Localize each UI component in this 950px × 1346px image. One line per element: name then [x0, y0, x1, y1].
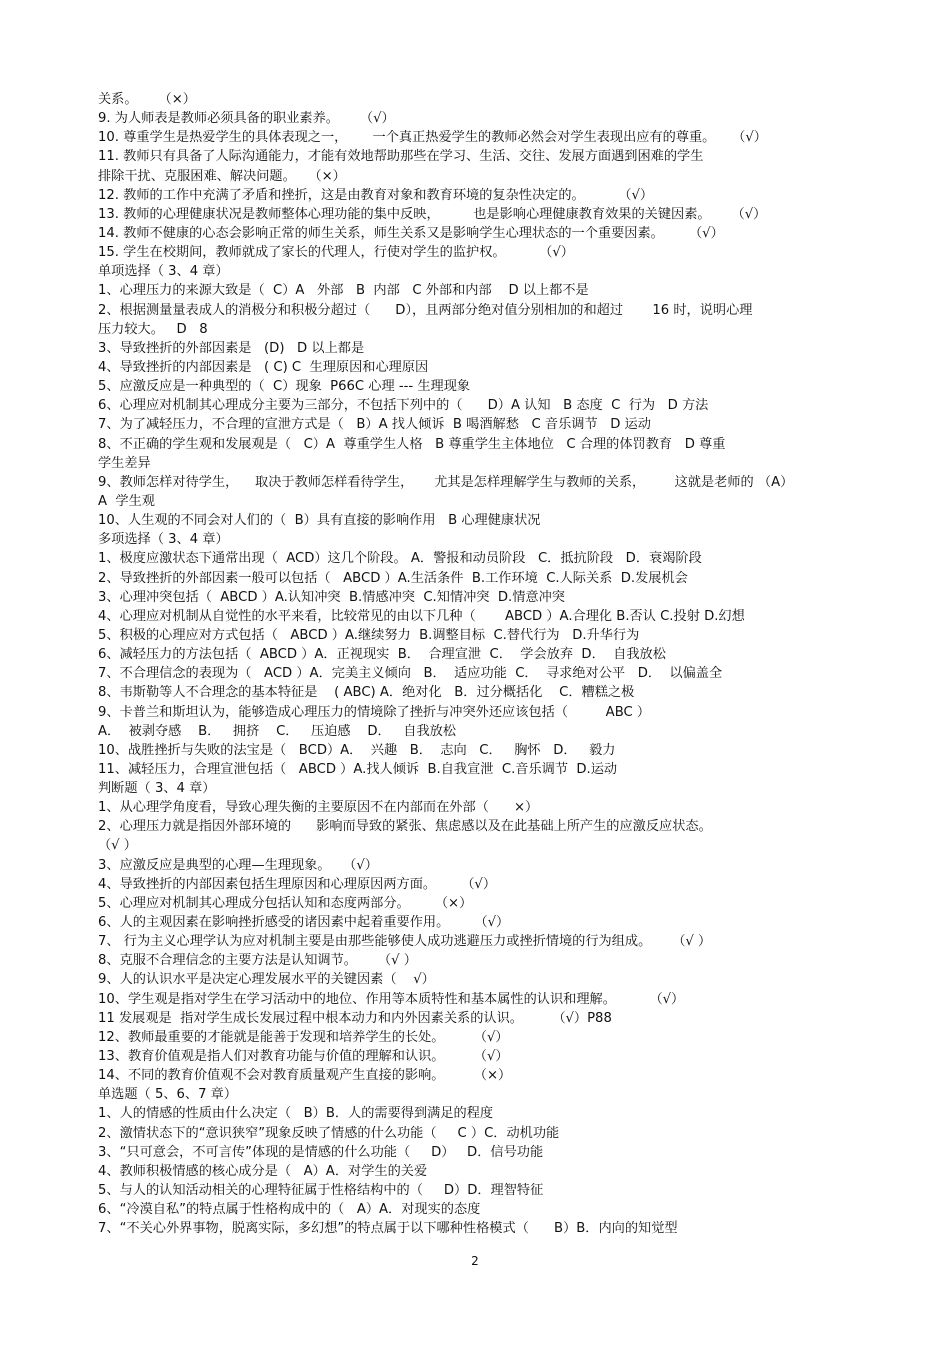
text-line: 6、人的主观因素在影响挫折感受的诸因素中起着重要作用。 （√） [98, 915, 510, 931]
text-line: 7、不合理信念的表现为（ ACD ）A．完美主义倾向 B． 适应功能 C． 寻求绝对公平 D． 以偏盖全 [98, 666, 723, 682]
text-line: 2、激情状态下的“意识狭窄”现象反映了情感的什么功能（ C ）C．动机功能 [98, 1125, 560, 1141]
text-line: 3、导致挫折的外部因素是 (D) D 以上都是 [98, 340, 365, 356]
text-line: 6、减轻压力的方法包括（ ABCD ）A．正视现实 B． 合理宣泄 C． 学会放弃 D． 自我放松 [98, 647, 666, 663]
text-line: 9. 为人师表是教师必须具备的职业素养。 （√） [98, 111, 395, 127]
text-line: 10、战胜挫折与失败的法宝是（ BCD）A． 兴趣 B． 志向 C． 胸怀 D． 毅力 [98, 742, 616, 758]
text-line: 1、人的情感的性质由什么决定（ B）B．人的需要得到满足的程度 [98, 1106, 494, 1122]
text-line: 判断题（ 3、4 章） [98, 781, 216, 797]
text-line: 1、极度应激状态下通常出现（ ACD）这几个阶段。 A．警报和动员阶段 C．抵抗阶段 D．衰竭阶段 [98, 551, 702, 567]
text-line: 单项选择（ 3、4 章） [98, 264, 229, 280]
text-line: 9、卡普兰和斯坦认为，能够造成心理压力的情境除了挫折与冲突外还应该包括（ ABC ） [98, 704, 651, 720]
text-line: 5、心理应对机制其心理成分包括认知和态度两部分。 （×） [98, 895, 473, 911]
text-line: 11、减轻压力，合理宣泄包括（ ABCD ）A.找人倾诉 B.自我宣泄 C.音乐调节 D.运动 [98, 761, 618, 777]
text-line: 多项选择（ 3、4 章） [98, 532, 229, 548]
text-line: 7、为了减轻压力，不合理的宣泄方式是（ B）A 找人倾诉 B 喝酒解愁 C 音乐调节 D 运动 [98, 417, 651, 433]
text-line: 4、导致挫折的内部因素包括生理原因和心理原因两方面。 （√） [98, 876, 497, 892]
text-line: 15. 学生在校期间，教师就成了家长的代理人，行使对学生的监护权。 （√） [98, 245, 574, 261]
text-line: 2、根据测量量表成人的消极分和积极分超过（ D），且两部分绝对值分别相加的和超过 16 时，说明心理 [98, 302, 753, 318]
text-line: 6、“冷漠自私”的特点属于性格构成中的（ A）A．对现实的态度 [98, 1202, 481, 1218]
text-line: 10、学生观是指对学生在学习活动中的地位、作用等本质特性和基本属性的认识和理解。 （√） [98, 991, 685, 1007]
text-line: 12. 教师的工作中充满了矛盾和挫折，这是由教育对象和教育环境的复杂性决定的。 （√） [98, 187, 654, 203]
text-line: 单选题（ 5、6、7 章） [98, 1087, 238, 1103]
text-line: 8、韦斯勒等人不合理念的基本特征是 ( ABC) A．绝对化 B．过分概括化 C．糟糕之极 [98, 685, 635, 701]
text-line: 8、不正确的学生观和发展观是（ C）A 尊重学生人格 B 尊重学生主体地位 C 合理的体罚教育 D 尊重 [98, 436, 726, 452]
text-line: 3、心理冲突包括（ ABCD ）A.认知冲突 B.情感冲突 C.知情冲突 D.情意冲突 [98, 589, 565, 605]
text-line: 13. 教师的心理健康状况是教师整体心理功能的集中反映， 也是影响心理健康教育效果的关键因素。 （√） [98, 206, 767, 222]
text-line: 12、教师最重要的才能就是能善于发现和培养学生的长处。 （√） [98, 1029, 509, 1045]
text-line: 5、与人的认知活动相关的心理特征属于性格结构中的（ D）D．理智特征 [98, 1183, 544, 1199]
text-line: 2、心理压力就是指因外部环境的 影响而导致的紧张、焦虑感以及在此基础上所产生的应激反应状态。 [98, 819, 712, 835]
text-line: 4、教师积极情感的核心成分是（ A）A．对学生的关爱 [98, 1163, 428, 1179]
text-line: 6、心理应对机制其心理成分主要为三部分，不包括下列中的（ D）A 认知 B 态度 C 行为 D 方法 [98, 398, 709, 414]
text-line: （√ ） [98, 838, 137, 854]
text-line: A． 被剥夺感 B． 拥挤 C． 压迫感 D． 自我放松 [98, 723, 457, 739]
text-line: 9、人的认识水平是决定心理发展水平的关键因素（ √） [98, 972, 435, 988]
text-line: 2、导致挫折的外部因素一般可以包括（ ABCD ）A.生活条件 B.工作环境 C.人际关系 D.发展机会 [98, 570, 688, 586]
text-line: 5、积极的心理应对方式包括（ ABCD ）A.继续努力 B.调整目标 C.替代行为 D.升华行为 [98, 627, 640, 643]
text-line: 11. 教师只有具备了人际沟通能力，才能有效地帮助那些在学习、生活、交往、发展方面遇到困难的学生 [98, 149, 704, 165]
text-line: 排除干扰、克服困难、解决问题。 （×） [98, 168, 346, 184]
text-line: 11 发展观是 指对学生成长发展过程中根本动力和内外因素关系的认识。 （√）P88 [98, 1010, 612, 1026]
text-line: 1、心理压力的来源大致是（ C）A 外部 B 内部 C 外部和内部 D 以上都不是 [98, 283, 589, 299]
text-line: 9、教师怎样对待学生， 取决于教师怎样看待学生， 尤其是怎样理解学生与教师的关系， 这就是老师的 （A） [98, 474, 794, 490]
page-number: 2 [471, 1254, 479, 1268]
text-line: 学生差异 [98, 455, 151, 471]
text-line: 5、应激反应是一种典型的（ C）现象 P66C 心理 --- 生理现象 [98, 379, 471, 395]
text-line: 13、教育价值观是指人们对教育功能与价值的理解和认识。 （√） [98, 1049, 509, 1065]
text-line: 3、应激反应是典型的心理—生理现象。 （√） [98, 857, 378, 873]
text-line: 关系。 （×） [98, 92, 196, 107]
text-line: 10、人生观的不同会对人们的（ B）具有直接的影响作用 B 心理健康状况 [98, 513, 541, 529]
text-line: 14、不同的教育价值观不会对教育质量观产生直接的影响。 （×） [98, 1068, 512, 1084]
text-line: 4、心理应对机制从自觉性的水平来看，比较常见的由以下几种（ ABCD ）A.合理化 B.否认 C.投射 D.幻想 [98, 608, 745, 624]
text-line: 3、“只可意会，不可言传”体现的是情感的什么功能（ D） D．信号功能 [98, 1144, 544, 1160]
text-line: 7、 行为主义心理学认为应对机制主要是由那些能够使人成功逃避压力或挫折情境的行为组成。 （√ ） [98, 934, 712, 950]
text-line: 8、克服不合理信念的主要方法是认知调节。 （√ ） [98, 953, 417, 969]
text-line: 7、“不关心外界事物，脱离实际，多幻想”的特点属于以下哪种性格模式（ B）B．内向的知觉型 [98, 1221, 678, 1237]
text-line: 10. 尊重学生是热爱学生的具体表现之一， 一个真正热爱学生的教师必然会对学生表现出应有的尊重。 （√） [98, 130, 767, 146]
text-line: 14. 教师不健康的心态会影响正常的师生关系，师生关系又是影响学生心理状态的一个重要因素。 （√） [98, 225, 724, 241]
text-line: 4、导致挫折的内部因素是 ( C) C 生理原因和心理原因 [98, 359, 429, 375]
document-text-lines [98, 90, 870, 1238]
text-line: A 学生观 [98, 493, 155, 509]
text-line: 1、从心理学角度看，导致心理失衡的主要原因不在内部而在外部（ ×） [98, 800, 539, 816]
text-line: 压力较大。 D 8 [98, 321, 208, 337]
